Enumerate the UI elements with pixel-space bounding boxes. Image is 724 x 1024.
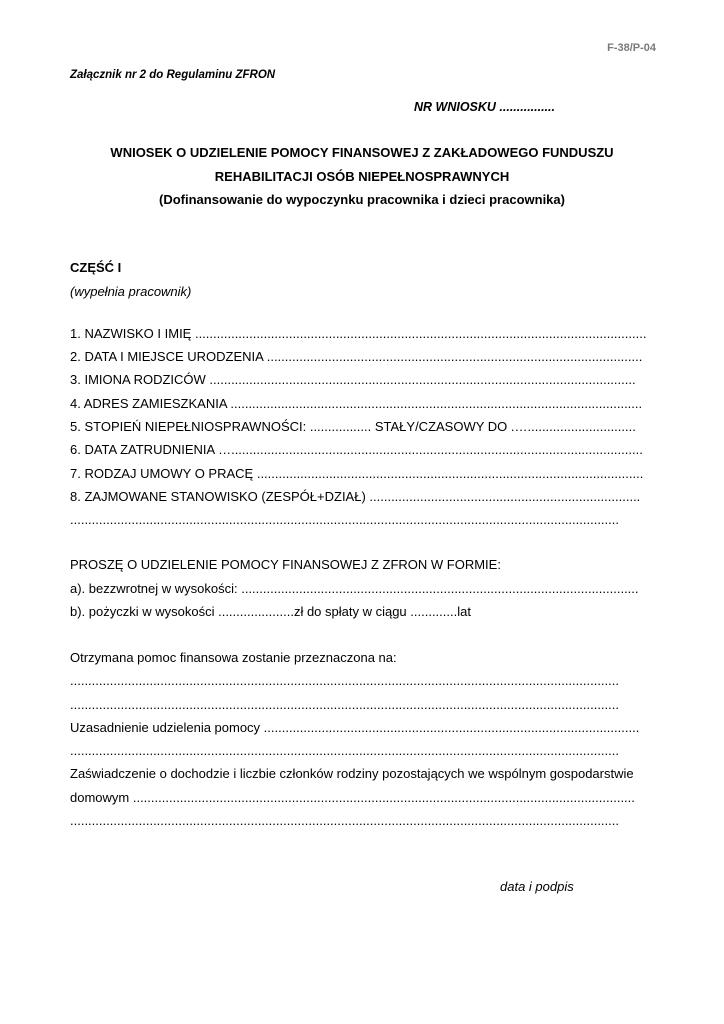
- field-birth-date-place[interactable]: 2. DATA I MIEJSCE URODZENIA ........................................................................................................: [70, 349, 643, 364]
- field-disability-degree[interactable]: 5. STOPIEŃ NIEPEŁNIOSPRAWNOŚCI: ................. STAŁY/CZASOWY DO .…..............................: [70, 419, 636, 434]
- application-number-field[interactable]: NR WNIOSKU ................: [414, 100, 555, 114]
- form-subtitle: (Dofinansowanie do wypoczynku pracownika i dzieci pracownika): [159, 192, 565, 207]
- income-certificate-label: Zaświadczenie o dochodzie i liczbie członków rodziny pozostających we wspólnym gospodarstwie: [70, 766, 634, 781]
- annex-reference: Załącznik nr 2 do Regulaminu ZFRON: [70, 69, 276, 81]
- section-title: CZĘŚĆ I: [70, 260, 122, 275]
- section-note: (wypełnia pracownik): [70, 284, 192, 299]
- request-option-grant[interactable]: a). bezzwrotnej w wysokości: ..............................................................................................................: [70, 581, 639, 596]
- field-name[interactable]: 1. NAZWISKO I IMIĘ .............................................................................................................................: [70, 326, 647, 341]
- field-address[interactable]: 4. ADRES ZAMIESZKANIA ..................................................................................................................: [70, 396, 643, 411]
- form-title-line-1: WNIOSEK O UDZIELENIE POMOCY FINANSOWEJ Z ZAKŁADOWEGO FUNDUSZU: [110, 145, 614, 160]
- form-title-line-2: REHABILITACJI OSÓB NIEPEŁNOSPRAWNYCH: [214, 169, 510, 184]
- date-and-signature-label: data i podpis: [500, 879, 574, 894]
- request-option-loan[interactable]: b). pożyczki w wysokości .....................zł do spłaty w ciągu .............lat: [70, 604, 471, 619]
- field-contract-type[interactable]: 7. RODZAJ UMOWY O PRACĘ ...........................................................................................................: [70, 466, 644, 481]
- field-employment-date[interactable]: 6. DATA ZATRUDNIENIA …..................................................................................................................: [70, 442, 643, 457]
- request-intro: PROSZĘ O UDZIELENIE POMOCY FINANSOWEJ Z ZFRON W FORMIE:: [70, 557, 501, 572]
- income-certificate-line[interactable]: ........................................................................................................................................................: [70, 813, 619, 828]
- field-position-continued[interactable]: ........................................................................................................................................................: [70, 512, 619, 527]
- purpose-label: Otrzymana pomoc finansowa zostanie przeznaczona na:: [70, 650, 397, 665]
- justification-field[interactable]: Uzasadnienie udzielenia pomocy ........................................................................................................: [70, 720, 640, 735]
- justification-line-1[interactable]: ........................................................................................................................................................: [70, 743, 619, 758]
- purpose-line-2[interactable]: ........................................................................................................................................................: [70, 697, 619, 712]
- income-certificate-field[interactable]: domowym ...........................................................................................................................................: [70, 790, 635, 805]
- field-parents-names[interactable]: 3. IMIONA RODZICÓW ......................................................................................................................: [70, 372, 636, 387]
- document-code: F-38/P-04: [607, 42, 656, 54]
- field-position[interactable]: 8. ZAJMOWANE STANOWISKO (ZESPÓŁ+DZIAŁ) ...........................................................................: [70, 489, 641, 504]
- purpose-line-1[interactable]: ........................................................................................................................................................: [70, 673, 619, 688]
